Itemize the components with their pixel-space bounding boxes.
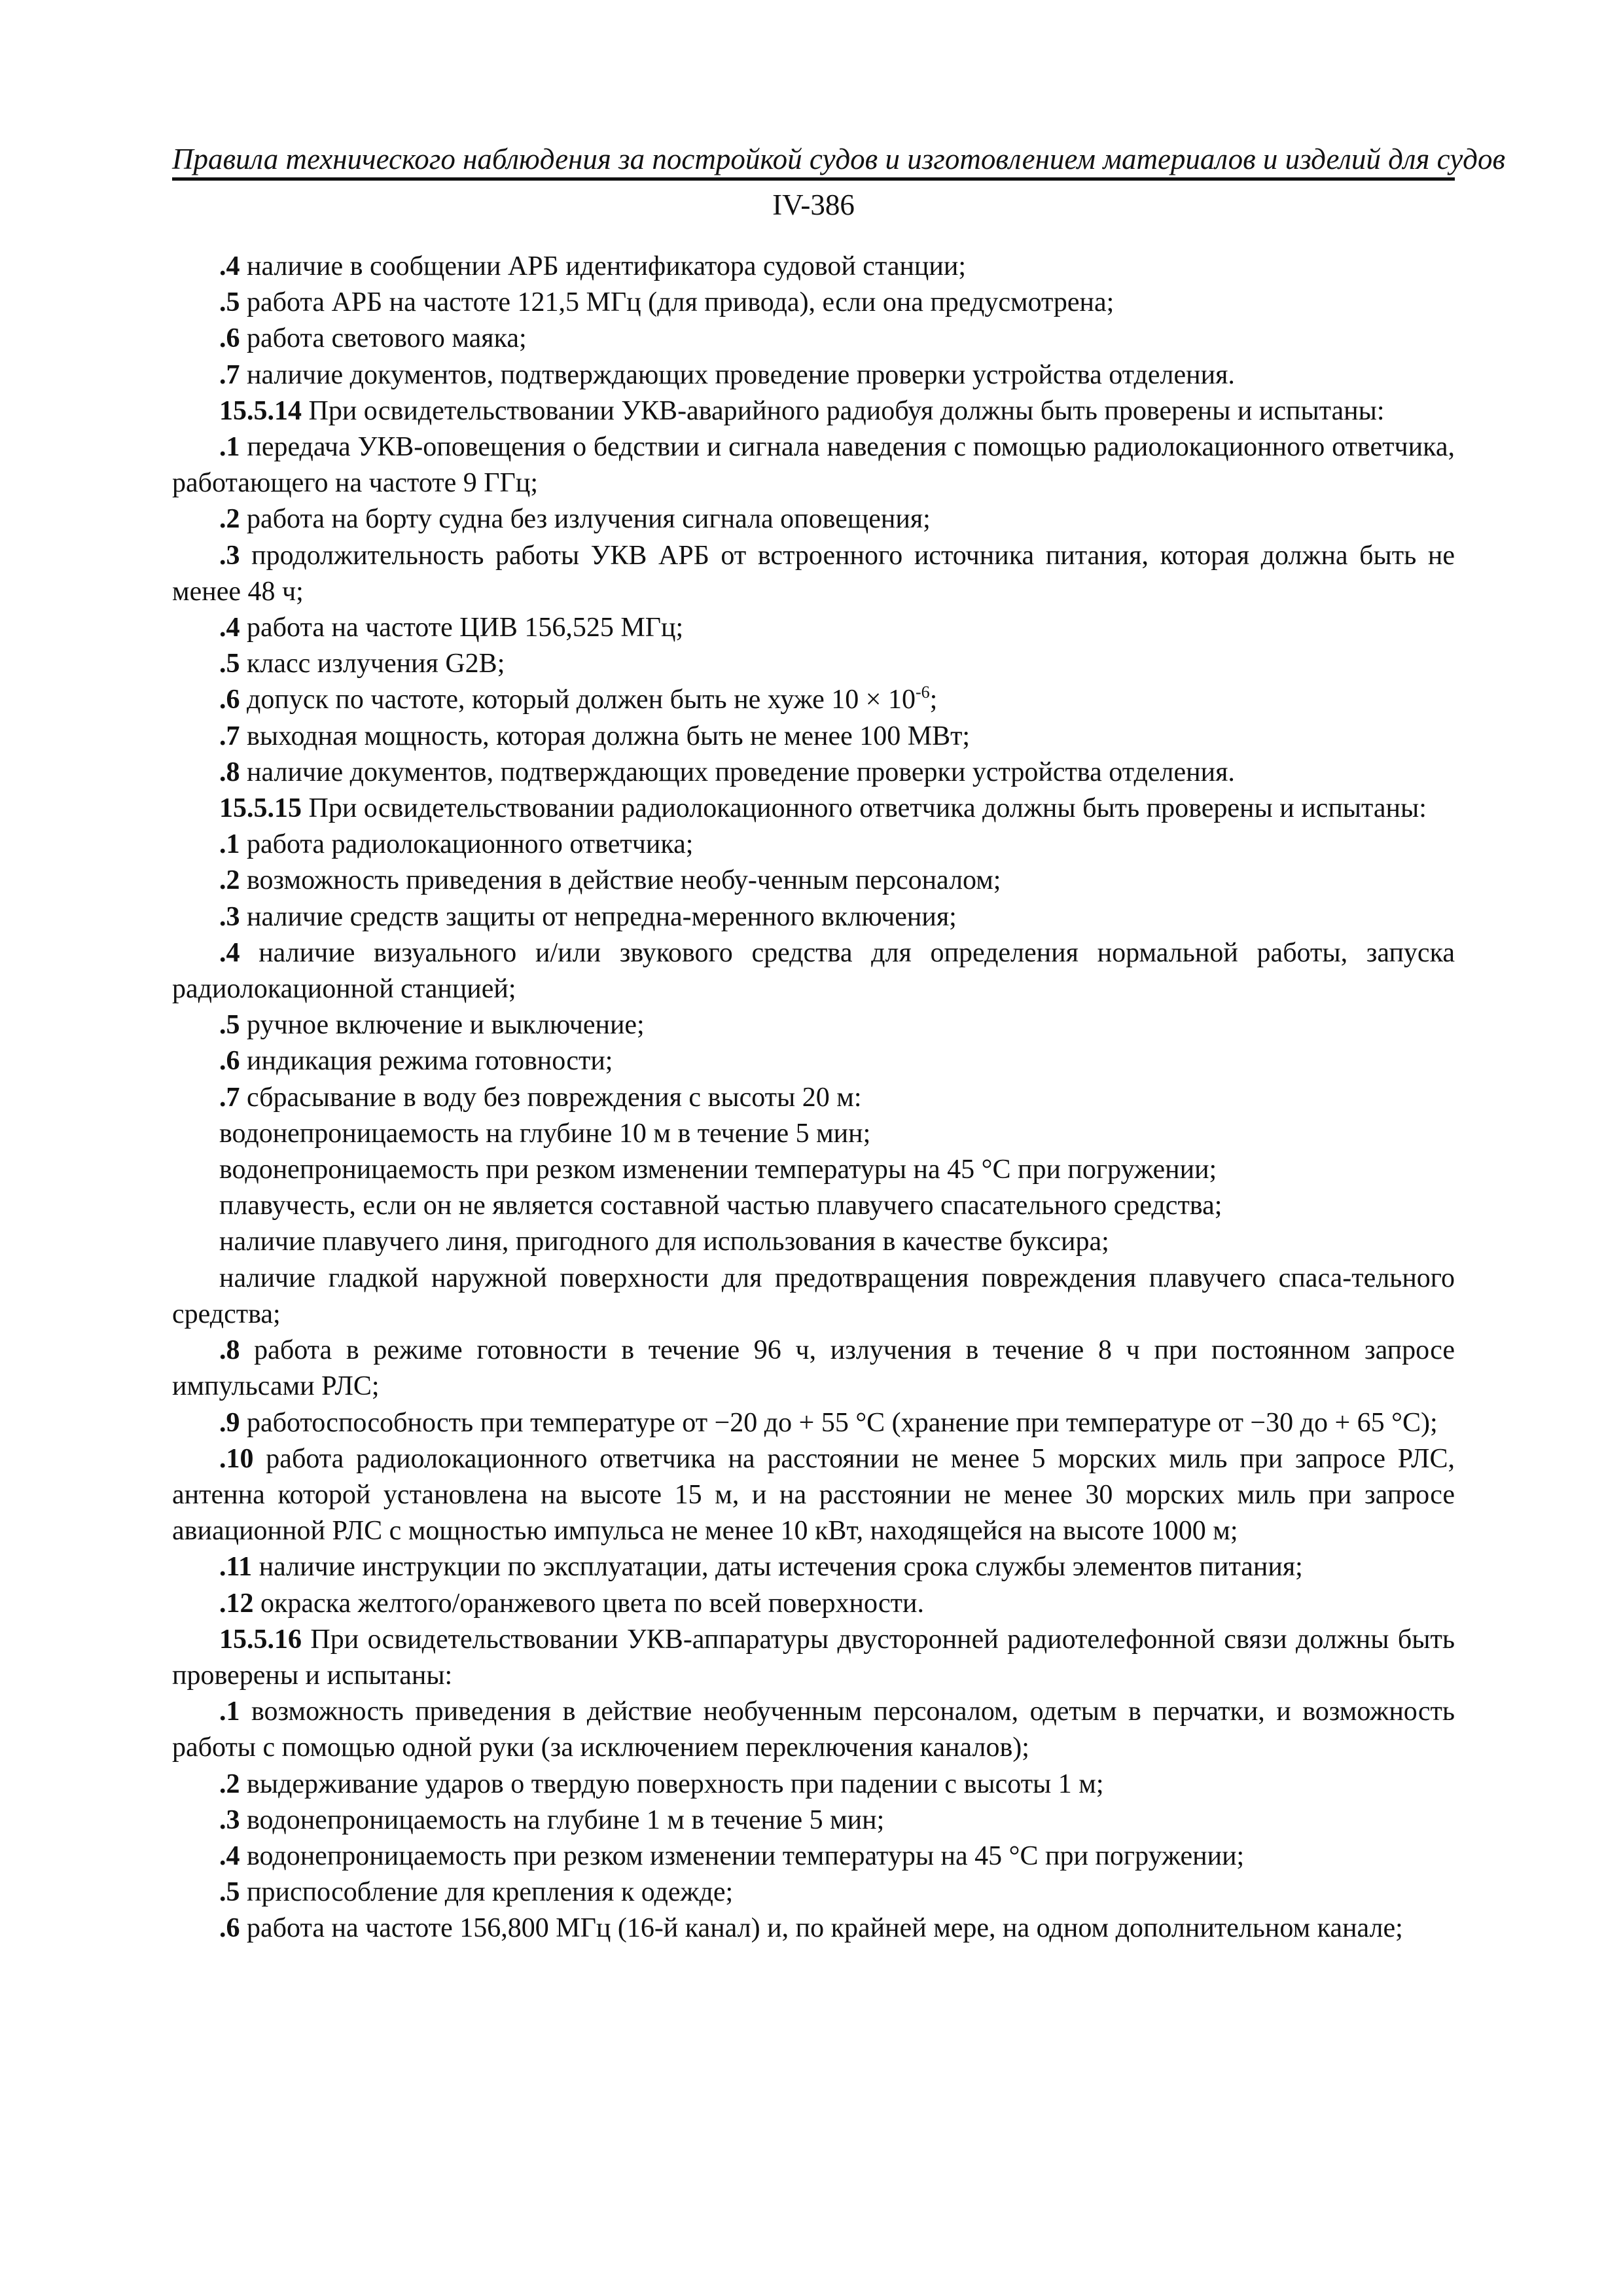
clause-number: .2 xyxy=(219,504,240,535)
clause-paragraph xyxy=(172,357,1455,393)
clause-number: .1 xyxy=(219,432,240,463)
clause-paragraph xyxy=(172,393,1455,429)
clause-number: .4 xyxy=(219,1840,240,1871)
clause-paragraph xyxy=(172,1549,1455,1585)
clause-number: .6 xyxy=(219,1046,240,1077)
clause-text: При освидетельствовании радиолокационного ответчика должны быть проверены и испытаны: xyxy=(302,793,1427,824)
clause-number: .6 xyxy=(219,1913,240,1944)
clause-number: .4 xyxy=(219,937,240,968)
clause-text-end: ; xyxy=(929,685,938,715)
clause-number: .8 xyxy=(219,1335,240,1366)
clause-number: .8 xyxy=(219,757,240,787)
clause-text: работа радиолокационного ответчика на расстоянии не менее 5 морских миль при запросе РЛС, антенна которой установлена на высоте 15 м, и на расстоянии не менее 30 морских миль при запросе авиационной РЛС с мощностью импульса не менее 10 кВт, находящейся на высоте 1000 м; xyxy=(172,1443,1455,1547)
clause-paragraph xyxy=(172,899,1455,935)
clause-paragraph xyxy=(172,1910,1455,1946)
clause-number: .3 xyxy=(219,1804,240,1835)
clause-number: 15.5.16 xyxy=(219,1624,302,1655)
clause-text: работа на борту судна без излучения сигнала оповещения; xyxy=(240,504,931,535)
clause-text: наличие визуального и/или звукового средства для определения нормальной работы, запуска радиолокационной станцией; xyxy=(172,937,1455,1005)
clause-text: наличие документов, подтверждающих проведение проверки устройства отделения. xyxy=(240,757,1235,787)
clause-text: работа светового маяка; xyxy=(240,323,527,354)
clause-paragraph xyxy=(172,1586,1455,1622)
clause-text: работа на частоте ЦИВ 156,525 МГц; xyxy=(240,613,684,643)
clause-text: плавучесть, если он не является составной частью плавучего спасательного средства; xyxy=(219,1191,1222,1221)
clause-text: работа на частоте 156,800 МГц (16-й канал) и, по крайней мере, на одном дополнительном канале; xyxy=(240,1913,1403,1944)
clause-text: наличие плавучего линя, пригодного для использования в качестве буксира; xyxy=(219,1227,1109,1257)
clause-text: ручное включение и выключение; xyxy=(240,1010,645,1041)
clause-subitem xyxy=(172,1116,1455,1152)
page-number: IV-386 xyxy=(772,188,855,221)
clause-number: .3 xyxy=(219,540,240,571)
clause-text: выдерживание ударов о твердую поверхность при падении с высоты 1 м; xyxy=(240,1768,1104,1799)
clause-number: .4 xyxy=(219,613,240,643)
clause-paragraph xyxy=(172,285,1455,321)
clause-text: наличие в сообщении АРБ идентификатора судовой станции; xyxy=(240,251,967,281)
clause-text: работа в режиме готовности в течение 96 ч, излучения в течение 8 ч при постоянном запросе импульсами РЛС; xyxy=(172,1335,1455,1402)
clause-text: выходная мощность, которая должна быть не менее 100 МВт; xyxy=(240,721,971,751)
clause-text: наличие средств защиты от непредна-меренного включения; xyxy=(240,901,957,932)
clause-paragraph xyxy=(172,1333,1455,1405)
clause-subitem xyxy=(172,1188,1455,1224)
clause-number: .5 xyxy=(219,1010,240,1041)
clause-text: класс излучения G2B; xyxy=(240,649,505,679)
clause-paragraph xyxy=(172,646,1455,682)
clause-text: работа АРБ на частоте 121,5 МГц (для привода), если она предусмотрена; xyxy=(240,287,1115,318)
clause-number: .5 xyxy=(219,649,240,679)
running-header: Правила технического наблюдения за постройкой судов и изготовлением материалов и изделий для судов xyxy=(172,143,1505,175)
clause-paragraph xyxy=(172,1694,1455,1766)
clause-paragraph xyxy=(172,827,1455,863)
clause-text: приспособление для крепления к одежде; xyxy=(240,1877,734,1908)
clause-number: .1 xyxy=(219,1696,240,1727)
clause-number: .6 xyxy=(219,323,240,354)
clause-number: .5 xyxy=(219,1877,240,1908)
clause-number: .3 xyxy=(219,901,240,932)
clause-number: .11 xyxy=(219,1552,253,1583)
clause-paragraph xyxy=(172,429,1455,501)
clause-paragraph xyxy=(172,1441,1455,1550)
clause-number: .2 xyxy=(219,1768,240,1799)
clause-paragraph xyxy=(172,321,1455,357)
clause-text: окраска желтого/оранжевого цвета по всей поверхности. xyxy=(253,1588,925,1619)
clause-number: .10 xyxy=(219,1443,254,1474)
clause-paragraph xyxy=(172,1874,1455,1910)
clause-text: наличие инструкции по эксплуатации, даты истечения срока службы элементов питания; xyxy=(252,1552,1303,1583)
clause-text: передача УКВ-оповещения о бедствии и сигнала наведения с помощью радиолокационного ответчика, работающего на частоте 9 ГГц; xyxy=(172,432,1455,499)
clause-text: наличие гладкой наружной поверхности для предотвращения повреждения плавучего спаса-тельного средства; xyxy=(172,1263,1455,1329)
clause-paragraph xyxy=(172,249,1455,285)
clause-number: .5 xyxy=(219,287,240,318)
clause-paragraph xyxy=(172,501,1455,537)
clause-paragraph xyxy=(172,935,1455,1007)
header-divider xyxy=(172,177,1455,181)
document-body xyxy=(172,249,1455,1947)
exponent: -6 xyxy=(915,683,930,702)
clause-paragraph xyxy=(172,719,1455,755)
clause-number: .7 xyxy=(219,359,240,390)
clause-text: При освидетельствовании УКВ-аппаратуры двусторонней радиотелефонной связи должны быть проверены и испытаны: xyxy=(172,1624,1455,1691)
clause-number: 15.5.15 xyxy=(219,793,302,824)
clause-paragraph xyxy=(172,1622,1455,1694)
clause-text: сбрасывание в воду без повреждения с высоты 20 м: xyxy=(240,1082,862,1113)
clause-paragraph xyxy=(172,1803,1455,1839)
clause-text: наличие документов, подтверждающих проведение проверки устройства отделения. xyxy=(240,359,1235,390)
clause-text: возможность приведения в действие необученным персоналом, одетым в перчатки, и возможность работы с помощью одной руки (за исключением переключения каналов); xyxy=(172,1696,1455,1763)
clause-text: работоспособность при температуре от −20 до + 55 °С (хранение при температуре от −30 до + 65 °С); xyxy=(240,1407,1438,1438)
clause-paragraph xyxy=(172,1767,1455,1803)
clause-text: возможность приведения в действие необу-ченным персоналом; xyxy=(240,865,1001,896)
clause-paragraph xyxy=(172,1007,1455,1043)
clause-text: При освидетельствовании УКВ-аварийного радиобуя должны быть проверены и испытаны: xyxy=(302,395,1385,426)
clause-paragraph xyxy=(172,1080,1455,1116)
clause-subitem xyxy=(172,1261,1455,1333)
clause-number: .1 xyxy=(219,829,240,860)
clause-paragraph xyxy=(172,1043,1455,1079)
clause-number: .12 xyxy=(219,1588,254,1619)
clause-number: .7 xyxy=(219,1082,240,1113)
clause-paragraph xyxy=(172,538,1455,610)
clause-text: работа радиолокационного ответчика; xyxy=(240,829,694,860)
clause-paragraph xyxy=(172,755,1455,791)
clause-paragraph xyxy=(172,1839,1455,1874)
clause-paragraph xyxy=(172,863,1455,899)
clause-text: допуск по частоте, который должен быть не хуже 10 × 10 xyxy=(240,685,916,715)
clause-number: .9 xyxy=(219,1407,240,1438)
clause-text: индикация режима готовности; xyxy=(240,1046,613,1077)
clause-number: .4 xyxy=(219,251,240,281)
clause-text: продолжительность работы УКВ АРБ от встроенного источника питания, которая должна быть не менее 48 ч; xyxy=(172,540,1455,607)
clause-text: водонепроницаемость на глубине 10 м в течение 5 мин; xyxy=(219,1118,871,1149)
clause-subitem xyxy=(172,1152,1455,1188)
clause-text: водонепроницаемость при резком изменении температуры на 45 °С при погружении; xyxy=(240,1840,1245,1871)
clause-paragraph xyxy=(172,610,1455,646)
clause-number: .6 xyxy=(219,685,240,715)
clause-text: водонепроницаемость на глубине 1 м в течение 5 мин; xyxy=(240,1804,885,1835)
clause-number: .2 xyxy=(219,865,240,896)
clause-paragraph xyxy=(172,682,1455,718)
clause-paragraph xyxy=(172,791,1455,827)
clause-text: водонепроницаемость при резком изменении температуры на 45 °С при погружении; xyxy=(219,1155,1217,1185)
clause-number: .7 xyxy=(219,721,240,751)
clause-subitem xyxy=(172,1224,1455,1260)
clause-number: 15.5.14 xyxy=(219,395,302,426)
clause-paragraph xyxy=(172,1405,1455,1441)
